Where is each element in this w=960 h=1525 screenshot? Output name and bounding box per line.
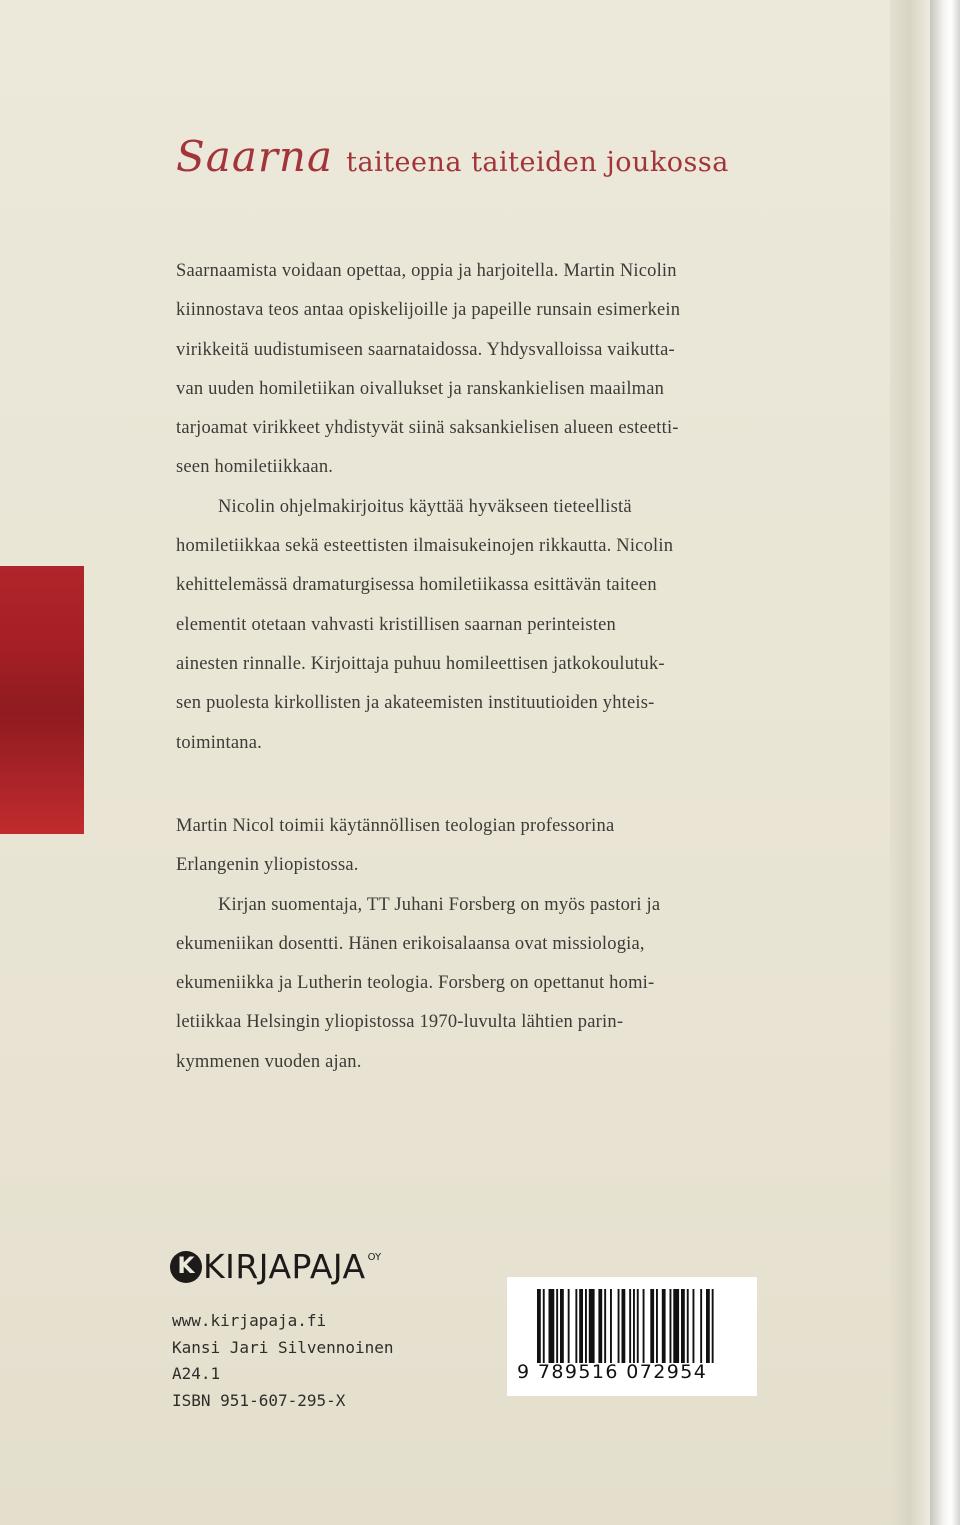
barcode-digits: 9 789516 072954 <box>517 1361 708 1383</box>
barcode-bar <box>604 1289 606 1363</box>
publisher-info <box>172 1308 394 1414</box>
author-bio-text <box>176 807 836 1082</box>
barcode-bar <box>673 1289 679 1363</box>
title-subtitle: taiteena taiteiden joukossa <box>346 147 729 178</box>
barcode-bar <box>556 1289 558 1363</box>
publisher-name: KIRJAPAJA <box>203 1247 366 1286</box>
barcode-bar <box>656 1289 658 1363</box>
barcode-bar <box>598 1289 602 1363</box>
text-line: homiletiikkaa sekä esteettisten ilmaisukeinojen rikkautta. Nicolin <box>176 536 674 557</box>
page-edges <box>930 0 960 1525</box>
text-line: Martin Nicol toimii käytännöllisen teologian professorina <box>176 816 615 836</box>
blurb-text <box>176 252 836 763</box>
barcode-bar <box>549 1289 555 1363</box>
text-line: ekumeniikan dosentti. Hänen erikoisalaansa ovat missiologia, <box>176 933 645 954</box>
text-line: van uuden homiletiikan oivallukset ja ranskankielisen maailman <box>176 378 665 399</box>
text-line: tarjoamat virikkeet yhdistyvät siinä saksankielisen alueen esteetti- <box>176 418 679 439</box>
barcode-label <box>507 1277 757 1396</box>
text-line: sen puolesta kirkollisten ja akateemisten instituutioiden yhteis- <box>176 693 655 714</box>
barcode-bar <box>589 1289 595 1363</box>
barcode-bar <box>633 1289 635 1363</box>
product-code: A24.1 <box>172 1364 221 1383</box>
barcode-bar <box>693 1289 695 1363</box>
text-line: virikkeitä uudistumiseen saarnataidossa. Yhdysvalloissa vaikutta- <box>176 339 675 360</box>
text-line: kehittelemässä dramaturgisessa homiletiikassa esittävän taiteen <box>176 575 657 596</box>
barcode-bar <box>670 1289 672 1363</box>
bio-paragraph-1 <box>176 807 836 886</box>
barcode-bar <box>568 1289 570 1363</box>
text-line: ekumeniikka ja Lutherin teologia. Forsberg on opettanut homi- <box>176 973 655 994</box>
title-main: Saarna <box>176 132 334 181</box>
barcode-bar <box>687 1289 689 1363</box>
barcode-bar <box>681 1289 685 1363</box>
text-line: ainesten rinnalle. Kirjoittaja puhuu homileettisen jatkokoulutuk- <box>176 653 665 674</box>
text-line: toimintana. <box>176 732 262 753</box>
barcode-bar <box>662 1289 666 1363</box>
publisher-suffix: OY <box>367 1252 382 1263</box>
isbn: ISBN 951-607-295-X <box>172 1390 346 1410</box>
blurb-paragraph-1 <box>176 252 836 488</box>
barcode-bar <box>637 1289 639 1363</box>
barcode-bar <box>610 1289 612 1363</box>
text-line: Nicolin ohjelmakirjoitus käyttää hyväkseen tieteellistä <box>218 496 632 517</box>
text-line: Kirjan suomentaja, TT Juhani Forsberg on myös pastori ja <box>218 894 661 915</box>
bio-paragraph-2 <box>176 886 836 1082</box>
barcode-bar <box>706 1289 710 1363</box>
barcode-bar <box>622 1289 626 1363</box>
text-line: kiinnostava teos antaa opiskelijoille ja papeille runsain esimerkein <box>176 300 681 321</box>
barcode-bar <box>650 1289 654 1363</box>
text-line: Saarnaamista voidaan opettaa, oppia ja harjoitella. Martin Nicolin <box>176 261 677 281</box>
red-color-band <box>0 566 84 834</box>
text-line: letiikkaa Helsingin yliopistossa 1970-luvulta lähtien parin- <box>176 1012 624 1033</box>
barcode-bar <box>575 1289 577 1363</box>
book-title <box>176 132 876 181</box>
text-line: kymmenen vuoden ajan. <box>176 1051 362 1072</box>
barcode-bar <box>537 1289 541 1363</box>
barcode-bar <box>585 1289 587 1363</box>
text-line: elementit otetaan vahvasti kristillisen saarnan perinteisten <box>176 614 616 635</box>
cover-hinge <box>890 0 930 1525</box>
publisher-website: www.kirjapaja.fi <box>172 1311 327 1330</box>
barcode-bar <box>560 1289 564 1363</box>
barcode-bar <box>700 1289 702 1363</box>
blurb-paragraph-2 <box>176 488 836 763</box>
kirjapaja-logo-icon: K <box>170 1251 202 1283</box>
barcode-bar <box>618 1289 620 1363</box>
publisher-logo <box>170 1248 381 1286</box>
barcode-bar <box>543 1289 545 1363</box>
text-line: Erlangenin yliopistossa. <box>176 855 359 876</box>
cover-credit: Kansi Jari Silvennoinen <box>172 1337 394 1357</box>
barcode-bar <box>629 1289 631 1363</box>
barcode-bar <box>579 1289 583 1363</box>
text-line: seen homiletiikkaan. <box>176 457 334 478</box>
barcode-bar <box>712 1289 714 1363</box>
barcode-bar <box>643 1289 645 1363</box>
